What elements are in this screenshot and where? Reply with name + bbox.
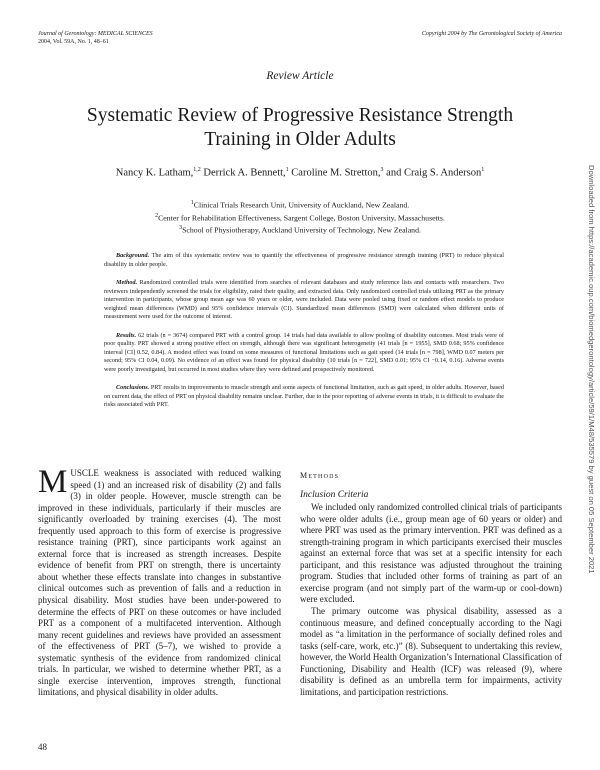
author-name: Caroline M. Stretton, <box>291 167 381 179</box>
intro-small-caps: USCLE <box>70 468 99 478</box>
download-watermark-text: Downloaded from https://academic.oup.com/biomedgerontology/article/59/1/M48/535579 by guest on 05 September 2021 <box>587 165 596 574</box>
affiliation-text: School of Physiotherapy, Auckland University of Technology, New Zealand. <box>182 225 421 235</box>
affiliation-text: Center for Rehabilitation Effectiveness, Sargent College, Boston University, Massachusetts. <box>158 213 445 223</box>
author-affiliation-mark: 1 <box>481 167 485 173</box>
intro-text: weakness is associated with reduced walking speed (1) and an increased risk of disability (2) and falls (3) in older people. However, muscle strength can be improved in these individuals, particularly if their muscles are significantly overloaded by training exercises (4). The most frequently used approach to this form of exercise is progressive resistance training (PRT), since participants work against an external force that is increased as strength increases. Despite evidence of benefit from PRT on strength, there is uncertainty about whether these effects translate into changes in substantive clinical outcomes such as prevention of falls and a reduction in physical disability. Most studies have been under-powered to determine the effects of PRT on these outcomes or have included PRT as a component of a multifaceted intervention. Although many recent guidelines and reviews have provided an assessment of the effectiveness of PRT (5–7), we wished to provide a systematic synthesis of the evidence from randomized clinical trials. In particular, we wished to determine whether PRT, as a single exercise intervention, improves strength, functional limitations, and physical disability in older adults. <box>38 468 281 698</box>
abstract-label: Background. <box>116 252 150 259</box>
abstract-label: Method. <box>116 279 138 286</box>
copyright-notice: Copyright 2004 by The Gerontological Society of America <box>421 31 562 37</box>
abstract-label: Results. <box>116 331 137 339</box>
article-type: Review Article <box>266 70 334 82</box>
author-name: Nancy K. Latham, <box>115 167 194 179</box>
abstract-text: PRT results in improvements to muscle strength and some aspects of functional limitation, such as gait speed, in older adults. However, based on current data, the effect of PRT on physical disability remains unclear. Further, due to the poor reporting of adverse events in trials, it is difficult to evaluate the risks associated with PRT. <box>104 384 504 408</box>
paper-title <box>60 104 540 152</box>
author-name: Derrick A. Bennett, <box>203 167 286 179</box>
affiliation-mark: 3 <box>179 225 183 232</box>
methods-paragraph: We included only randomized controlled clinical trials of participants who were older adults (i.e., group mean age of 60 years or older) and where PRT was used as the primary intervention. PRT was defined as a strength-training program in which participants exercised their muscles against an external force that was set at a specific intensity for each participant, and this resistance was adjusted throughout the training program. Studies that included other forms of training as part of an exercise program (and not simply part of the warm-up or cool-down) were excluded. <box>300 502 562 605</box>
author-affiliation-mark: 1 <box>285 167 289 173</box>
author-separator: and <box>383 167 404 179</box>
abstract-background <box>104 252 504 269</box>
abstract-text: Randomized controlled trials were identified from searches of relevant databases and study reference lists and contacts with researchers. Two reviewers independently screened the trials for eligibility, rated their quality, and extracted data. Only randomized controlled trials utilizing PRT as the primary intervention in participants, whose group mean age was 60 years or older, were included. Data were pooled using fixed or random effect models to produce weighted mean differences (WMD) and 95% confidence intervals (CI). Standardized mean differences (SMD) were calculated when different units of measurement were used for the outcome of interest. <box>104 279 504 320</box>
introduction-paragraph <box>38 464 281 699</box>
introduction-column <box>38 464 281 699</box>
abstract-label: Conclusions. <box>116 384 150 391</box>
affiliation <box>40 198 560 211</box>
author-affiliation-mark: 1,2 <box>193 167 201 173</box>
page-number: 48 <box>38 742 47 752</box>
journal-volume: 2004, Vol. 59A, No. 1, 48–61 <box>38 39 109 45</box>
abstract-text: 62 trials (n = 3674) compared PRT with a control group. 14 trials had data available to allow pooling of disability outcomes. Most trials were of poor quality. PRT showed a strong positive effect on strength, although there was significant heterogeneity (41 trials [n = 1955], SMD 0.68; 95% confidence interval [CI] 0.52, 0.84). A modest effect was found on some measures of functional limitations such as gait speed (14 trials [n = 798], WMD 0.07 meters per second; 95% CI 0.04, 0.09). No evidence of an effect was found for physical disability (10 trials [n = 722], SMD 0.01; 95% CI −0.14, 0.16). Adverse events were poorly investigated, but occurred in most studies where they were defined and prospectively monitored. <box>104 331 504 373</box>
affiliations <box>40 198 560 236</box>
affiliation-mark: 2 <box>155 212 159 219</box>
affiliation <box>40 223 560 236</box>
methods-paragraph: The primary outcome was physical disability, assessed as a continuous measure, and defined conceptually according to the Nagi model as “a limitation in the performance of socially defined roles and tasks (self-care, work, etc.)” (8). Subsequent to undertaking this review, however, the World Health Organization’s International Classification of Functioning, Disability and Health (ICF) was released (9), where disability is defined as an umbrella term for impairments, activity limitations, and participation restrictions. <box>300 606 562 697</box>
title-line: Training in Older Adults <box>204 129 396 150</box>
subsection-heading: Inclusion Criteria <box>300 489 369 500</box>
affiliation-mark: 1 <box>190 200 194 206</box>
methods-column <box>300 470 562 698</box>
section-heading: Methods <box>300 471 340 480</box>
abstract-results <box>104 332 504 375</box>
drop-cap: M <box>38 464 68 500</box>
download-watermark <box>584 165 596 755</box>
journal-header <box>38 30 298 46</box>
abstract-method <box>104 279 504 322</box>
affiliation <box>40 211 560 224</box>
journal-name: Journal of Gerontology: MEDICAL SCIENCES <box>38 31 153 37</box>
abstract <box>104 252 504 420</box>
author-affiliation-mark: 3 <box>380 167 384 173</box>
abstract-conclusions <box>104 384 504 410</box>
author-list <box>40 167 560 179</box>
abstract-text: The aim of this systematic review was to quantify the effectiveness of progressive resistance strength training (PRT) to reduce physical disability in older people. <box>104 252 504 268</box>
title-line: Systematic Review of Progressive Resistance Strength <box>86 105 514 126</box>
affiliation-text: Clinical Trials Research Unit, University of Auckland, New Zealand. <box>193 200 410 210</box>
author-name: Craig S. Anderson <box>403 167 482 179</box>
